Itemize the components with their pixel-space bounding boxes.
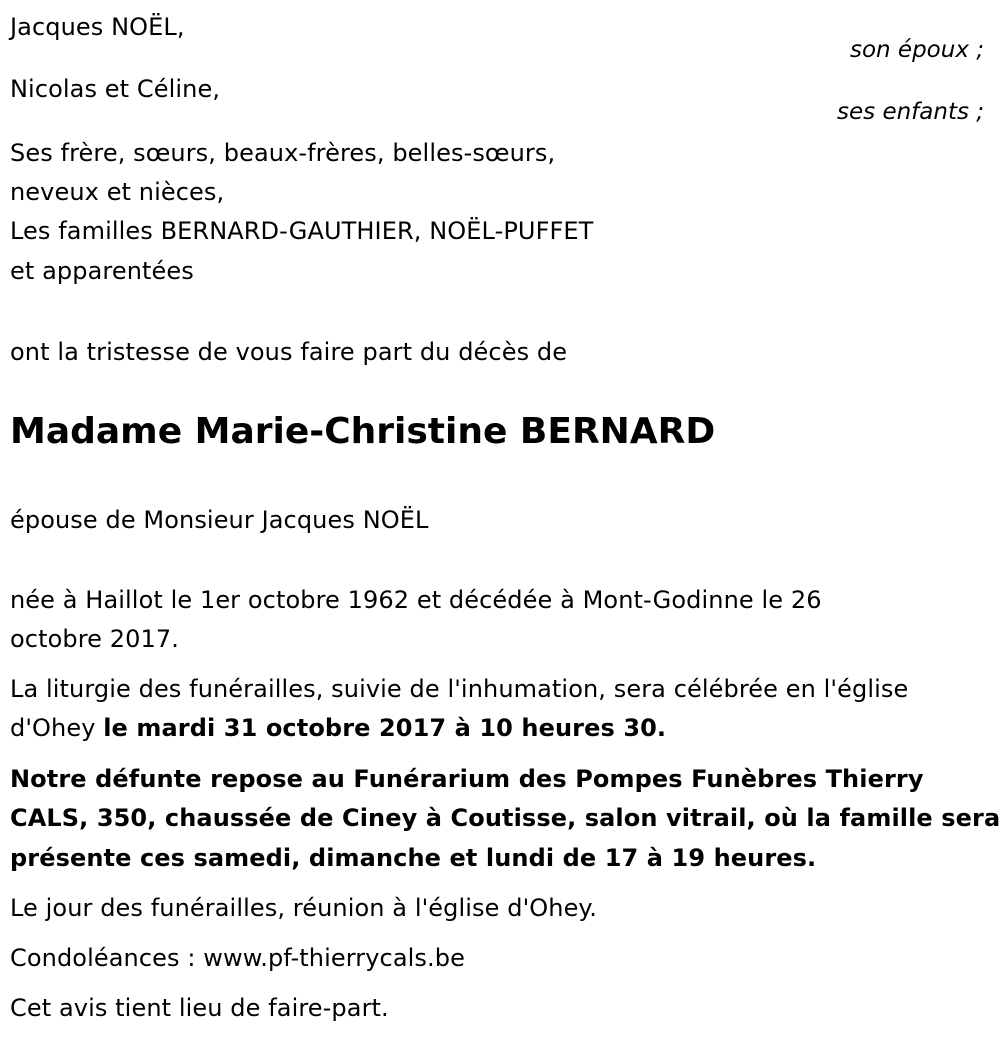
condolences-line: Condoléances : www.pf-thierrycals.be — [10, 944, 465, 972]
birth-death-line-1: née à Haillot le 1er octobre 1962 et décédée à Mont-Godinne le 26 — [10, 586, 822, 614]
meeting-line: Le jour des funérailles, réunion à l'église d'Ohey. — [10, 894, 598, 922]
husband-role: son époux ; — [849, 37, 984, 63]
spouse-line: épouse de Monsieur Jacques NOËL — [10, 506, 429, 534]
deceased-name: Madame Marie-Christine BERNARD — [10, 411, 716, 452]
repose-line-3: présente ces samedi, dimanche et lundi de 17 à 19 heures. — [10, 844, 817, 872]
liturgy-datetime: le mardi 31 octobre 2017 à 10 heures 30. — [103, 714, 667, 742]
relatives-line-3: Les familles BERNARD-GAUTHIER, NOËL-PUFFET — [10, 217, 594, 245]
children-role: ses enfants ; — [837, 99, 984, 125]
announcement-text: ont la tristesse de vous faire part du décès de — [10, 338, 568, 366]
relatives-line-4: et apparentées — [10, 257, 194, 285]
relatives-line-2: neveux et nièces, — [10, 178, 225, 206]
birth-death-line-2: octobre 2017. — [10, 625, 179, 653]
husband-name: Jacques NOËL, — [10, 13, 185, 41]
repose-line-2: CALS, 350, chaussée de Ciney à Coutisse, salon vitrail, où la famille sera — [10, 804, 1000, 832]
liturgy-place: d'Ohey — [10, 714, 104, 742]
notice-line: Cet avis tient lieu de faire-part. — [10, 994, 389, 1022]
liturgy-line-2 — [10, 713, 666, 743]
liturgy-line-1: La liturgie des funérailles, suivie de l'inhumation, sera célébrée en l'église — [10, 675, 909, 703]
children-names: Nicolas et Céline, — [10, 75, 221, 103]
relatives-line-1: Ses frère, sœurs, beaux-frères, belles-sœurs, — [10, 139, 556, 167]
repose-line-1: Notre défunte repose au Funérarium des Pompes Funèbres Thierry — [10, 765, 924, 793]
